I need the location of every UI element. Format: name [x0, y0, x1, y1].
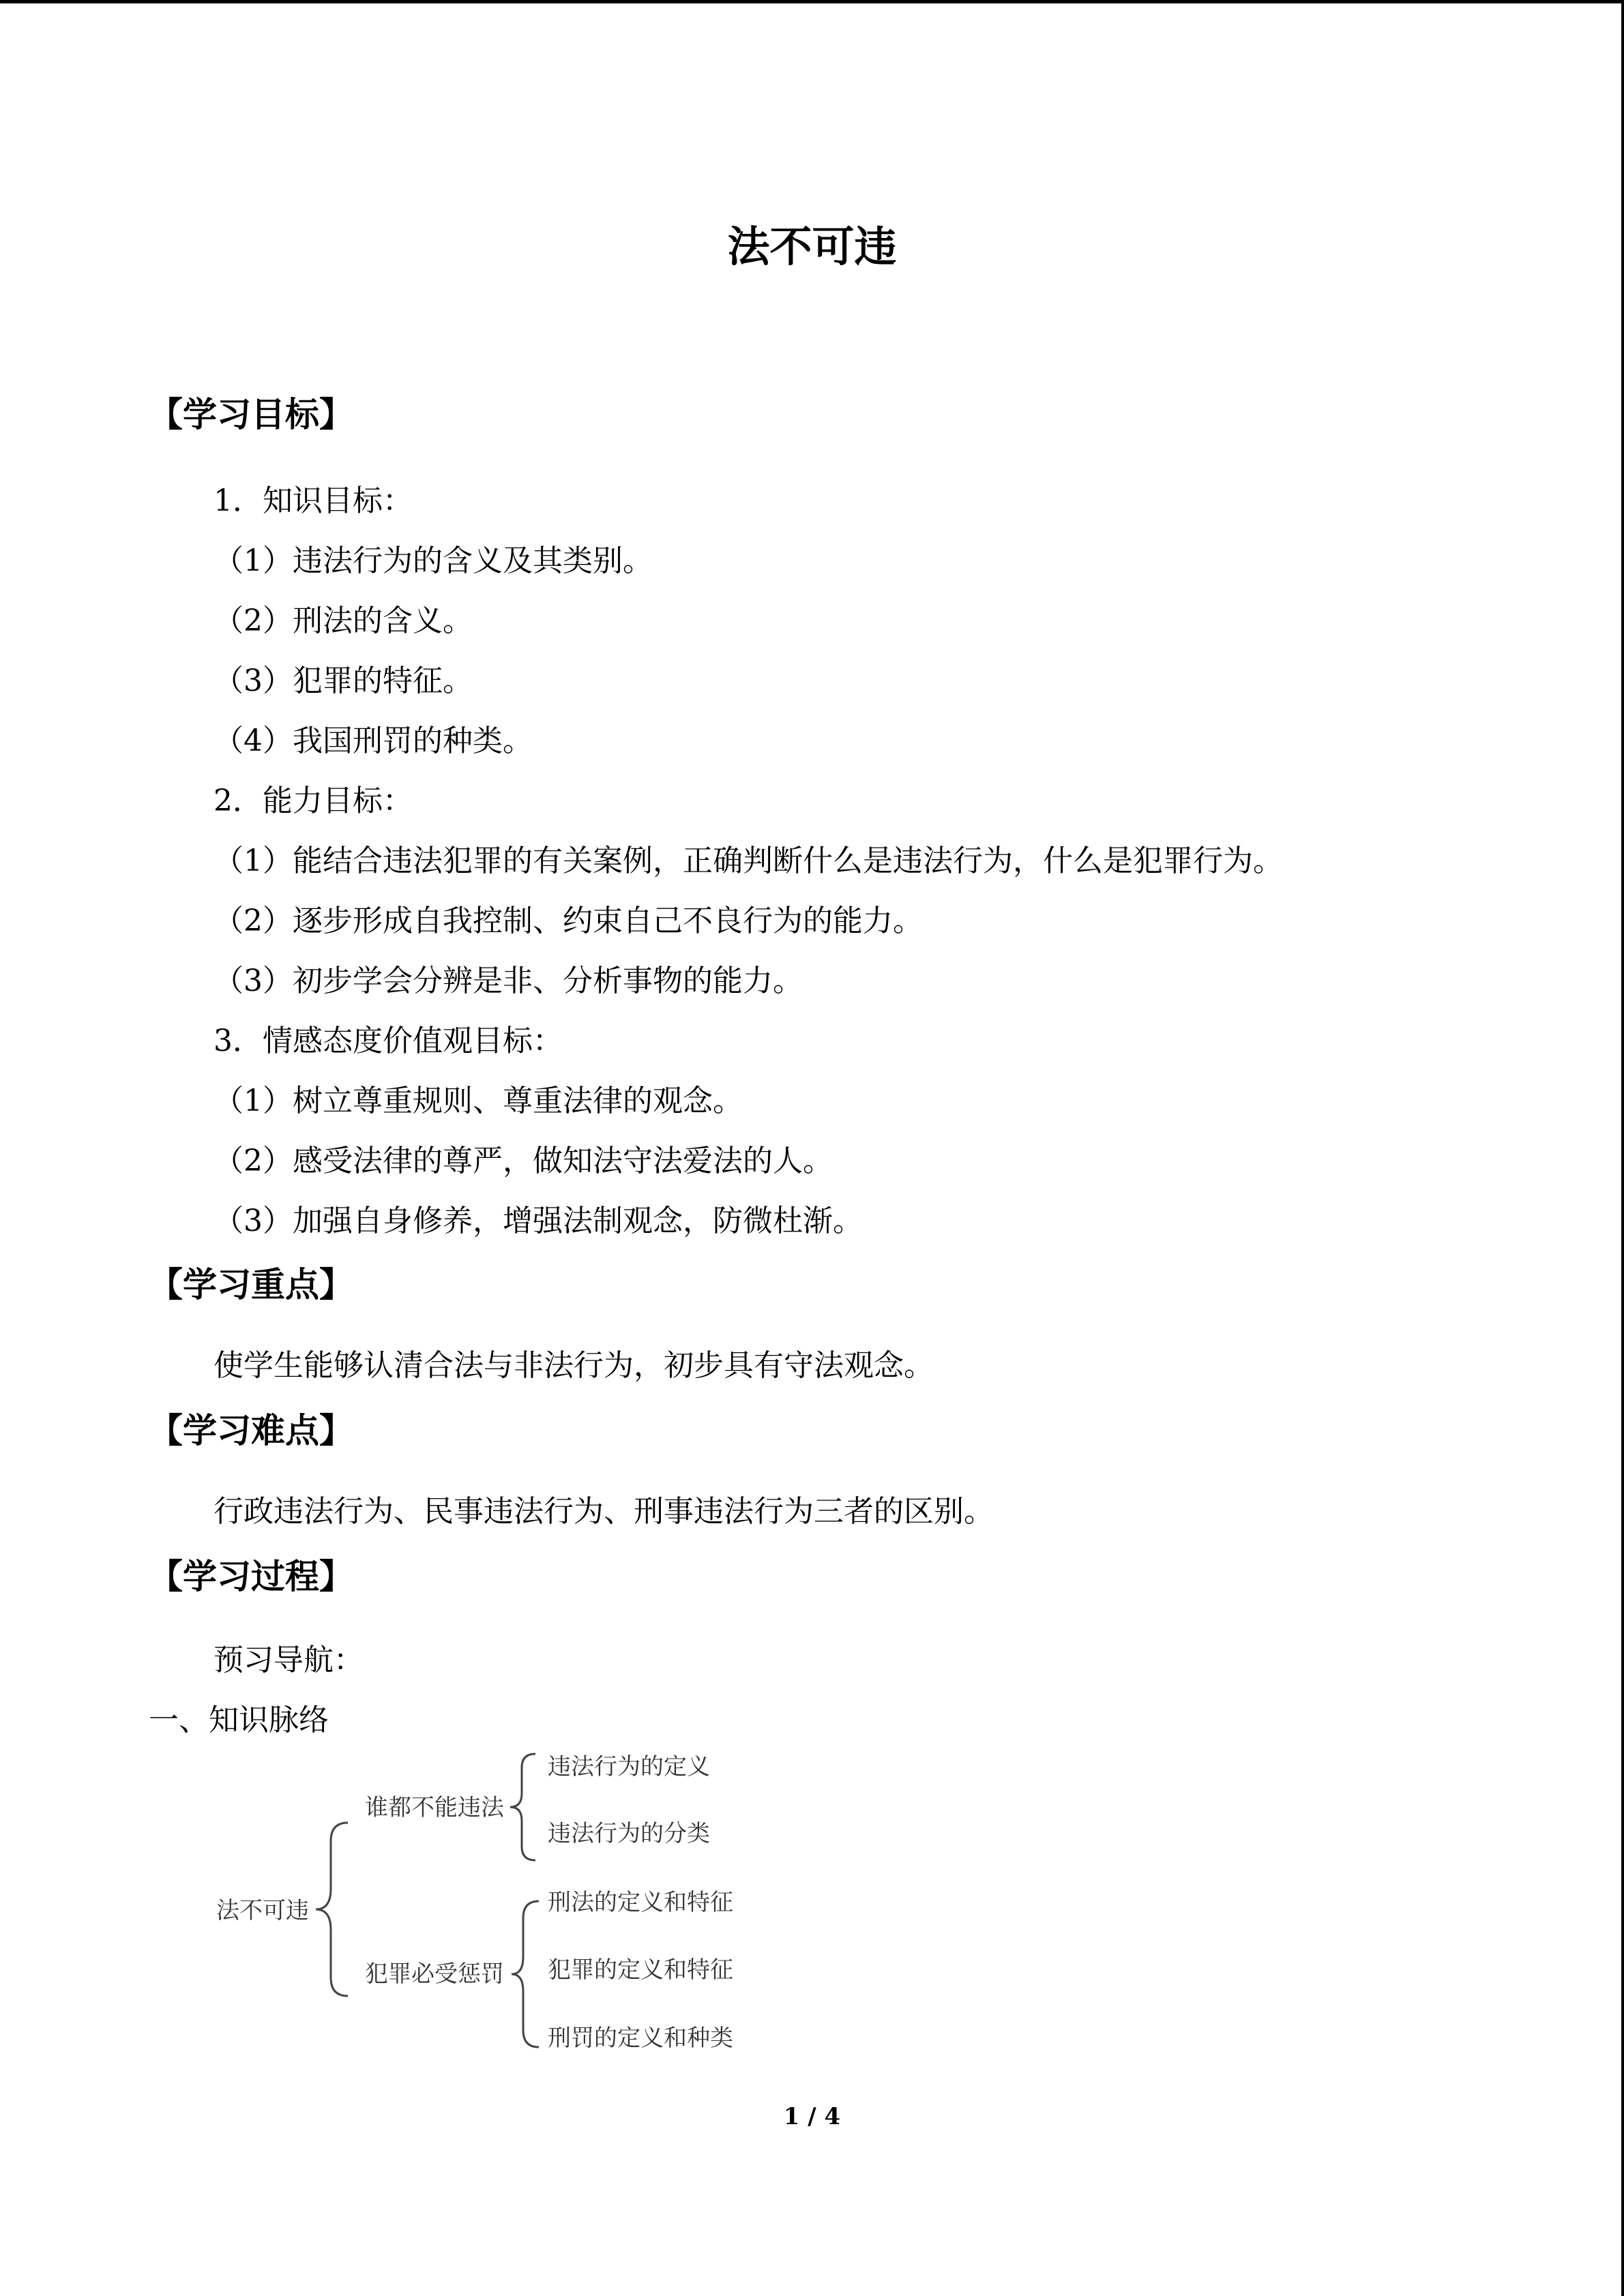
ability-objective-title: 2．能力目标：: [213, 784, 413, 818]
page-right-border: [1621, 0, 1624, 2296]
page-number: 1 / 4: [783, 2103, 841, 2130]
map-root: 法不可违: [216, 1897, 309, 1924]
knowledge-item: （2）刑法的含义。: [213, 603, 473, 638]
knowledge-item: （1）违法行为的含义及其类别。: [213, 543, 653, 578]
branch-2-brace: [512, 1901, 539, 2047]
knowledge-objective-title: 1．知识目标：: [213, 483, 413, 518]
emotion-objective-title: 3．情感态度价值观目标：: [213, 1024, 563, 1058]
difficulties-text: 行政违法行为、民事违法行为、刑事违法行为三者的区别。: [213, 1494, 994, 1529]
process-heading: 【学习过程】: [149, 1556, 353, 1596]
difficulties-heading: 【学习难点】: [149, 1410, 353, 1450]
ability-item: （1）能结合违法犯罪的有关案例，正确判断什么是违法行为，什么是犯罪行为。: [213, 844, 1283, 878]
key-points-heading: 【学习重点】: [149, 1264, 353, 1304]
map-leaf: 犯罪的定义和特征: [548, 1956, 733, 1984]
ability-item: （2）逐步形成自我控制、约束自己不良行为的能力。: [213, 904, 923, 938]
map-leaf: 刑法的定义和特征: [548, 1889, 733, 1916]
ability-item: （3）初步学会分辨是非、分析事物的能力。: [213, 964, 803, 998]
map-branch-2: 犯罪必受惩罚: [365, 1960, 504, 1988]
branch-1-brace: [510, 1754, 535, 1860]
emotion-item: （2）感受法律的尊严，做知法守法爱法的人。: [213, 1144, 833, 1178]
knowledge-map-diagram: [205, 1735, 818, 2076]
preview-label: 预习导航：: [213, 1643, 364, 1678]
knowledge-item: （3）犯罪的特征。: [213, 664, 473, 698]
page-top-border: [0, 0, 1624, 3]
emotion-item: （1）树立尊重规则、尊重法律的观念。: [213, 1084, 743, 1118]
emotion-item: （3）加强自身修养，增强法制观念，防微杜渐。: [213, 1204, 863, 1238]
map-leaf: 刑罚的定义和种类: [548, 2025, 733, 2052]
map-leaf: 违法行为的分类: [548, 1820, 710, 1847]
knowledge-item: （4）我国刑罚的种类。: [213, 724, 533, 758]
objectives-heading: 【学习目标】: [149, 394, 353, 434]
map-leaf: 违法行为的定义: [548, 1753, 710, 1780]
key-points-text: 使学生能够认清合法与非法行为，初步具有守法观念。: [213, 1348, 934, 1383]
knowledge-map-title: 一、知识脉络: [149, 1703, 329, 1738]
map-branch-1: 谁都不能违法: [365, 1794, 504, 1821]
root-brace: [316, 1823, 348, 1996]
document-title: 法不可违: [727, 222, 897, 271]
